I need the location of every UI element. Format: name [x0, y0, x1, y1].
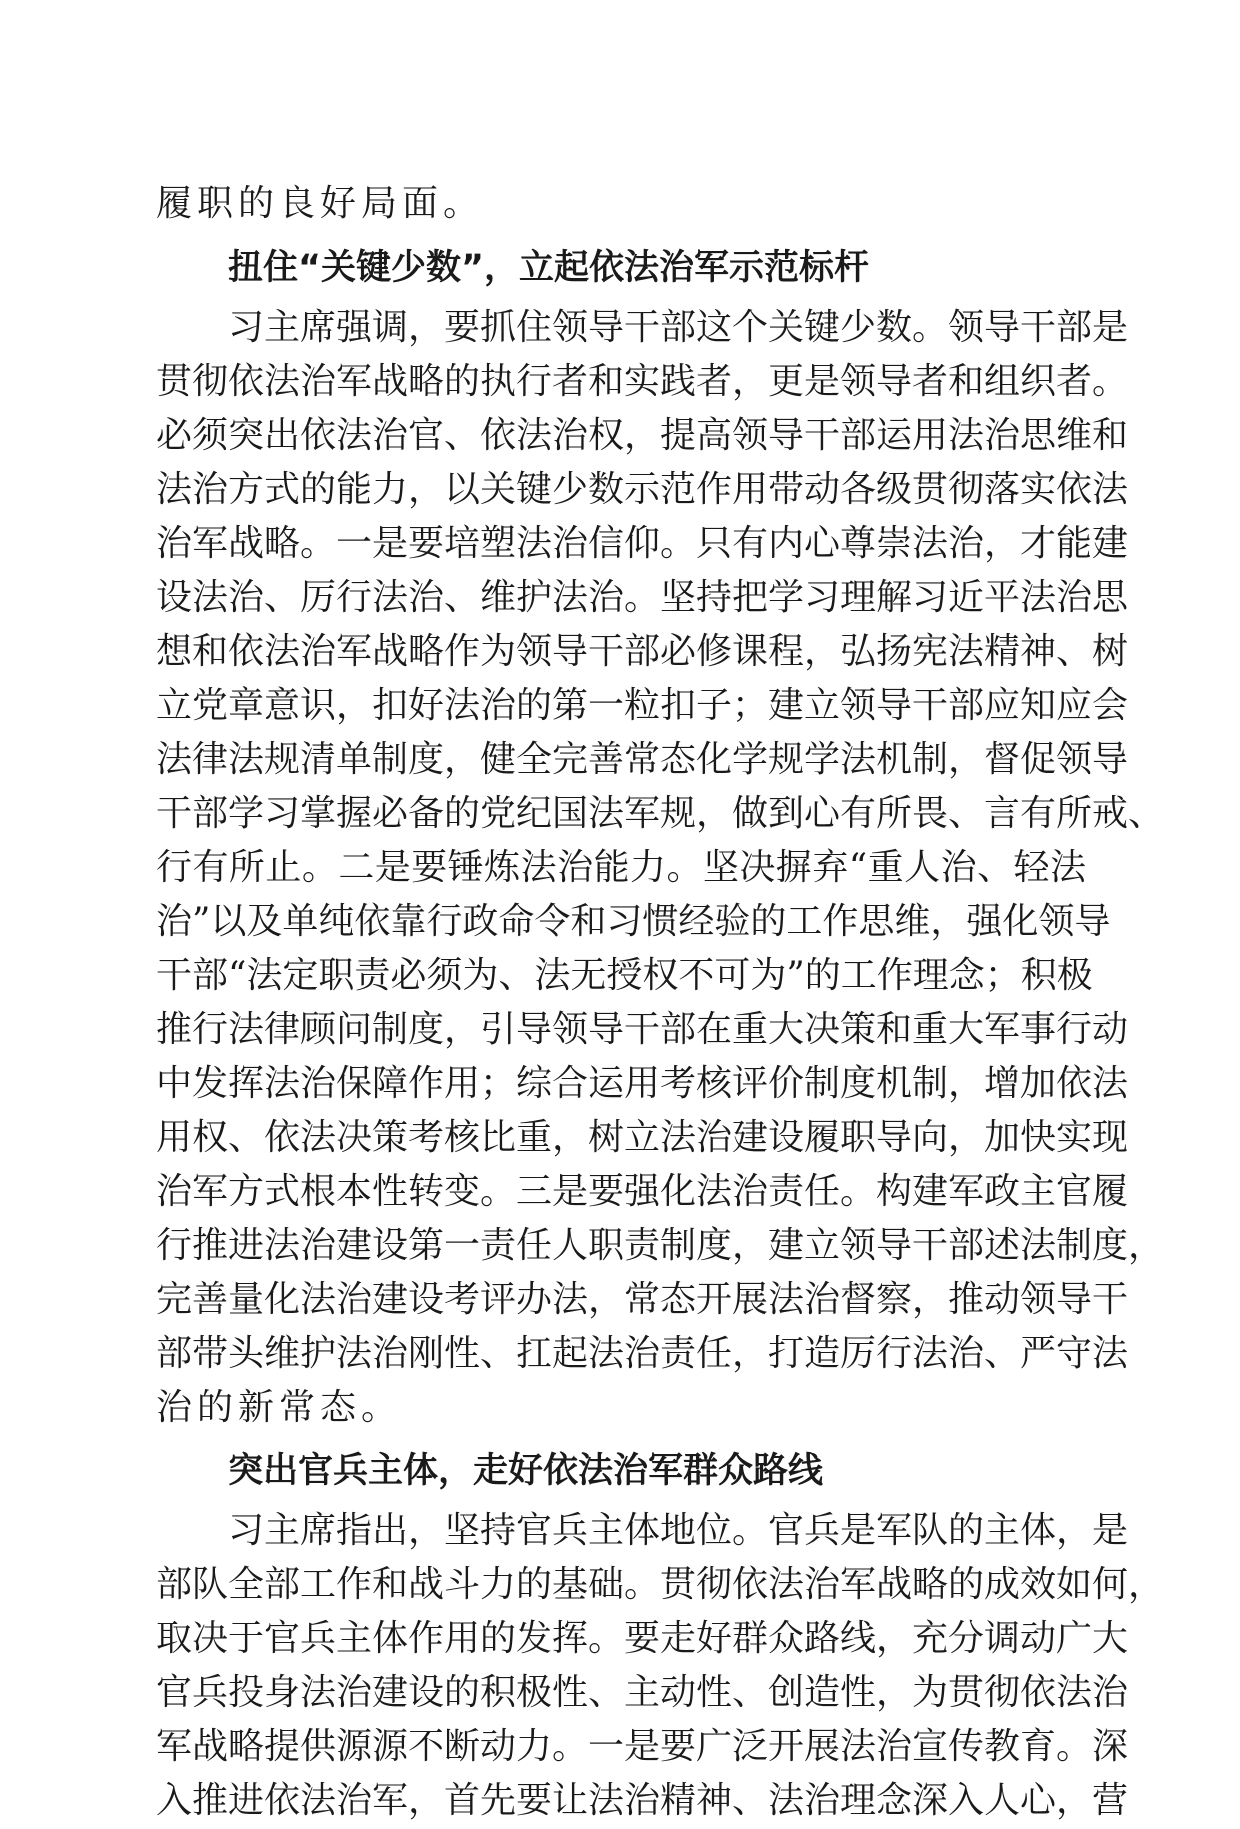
paragraph-line: 治军方式根本性转变。三是要强化法治责任。构建军政主官履 — [156, 1171, 1129, 1212]
paragraph-line: 部带头维护法治刚性、扛起法治责任，打造厉行法治、严守法 — [156, 1333, 1129, 1374]
paragraph-line: 法治方式的能力，以关键少数示范作用带动各级贯彻落实依法 — [156, 469, 1129, 510]
paragraph-line: 完善量化法治建设考评办法，常态开展法治督察，推动领导干 — [156, 1279, 1129, 1320]
paragraph-line: 部队全部工作和战斗力的基础。贯彻依法治军战略的成效如何， — [156, 1564, 1165, 1605]
paragraph-line: 设法治、厉行法治、维护法治。坚持把学习理解习近平法治思 — [156, 577, 1129, 618]
paragraph-line: 习主席强调，要抓住领导干部这个关键少数。领导干部是 — [228, 307, 1129, 348]
paragraph-line: 官兵投身法治建设的积极性、主动性、创造性，为贯彻依法治 — [156, 1672, 1129, 1713]
paragraph-line: 中发挥法治保障作用；综合运用考核评价制度机制，增加依法 — [156, 1063, 1129, 1104]
paragraph-line: 贯彻依法治军战略的执行者和实践者，更是领导者和组织者。 — [156, 361, 1129, 402]
paragraph-line: 干部“法定职责必须为、法无授权不可为”的工作理念；积极 — [156, 955, 1093, 996]
paragraph-line: 推行法律顾问制度，引导领导干部在重大决策和重大军事行动 — [156, 1009, 1129, 1050]
paragraph-line: 立党章意识，扣好法治的第一粒扣子；建立领导干部应知应会 — [156, 685, 1129, 726]
paragraph-line: 治”以及单纯依靠行政命令和习惯经验的工作思维，强化领导 — [156, 901, 1111, 942]
paragraph-line: 必须突出依法治官、依法治权，提高领导干部运用法治思维和 — [156, 415, 1129, 456]
paragraph-line: 想和依法治军战略作为领导干部必修课程，弘扬宪法精神、树 — [156, 631, 1129, 672]
paragraph-line: 干部学习掌握必备的党纪国法军规，做到心有所畏、言有所戒、 — [156, 793, 1165, 834]
paragraph-line: 军战略提供源源不断动力。一是要广泛开展法治宣传教育。深 — [156, 1726, 1129, 1767]
paragraph-line: 治的新常态。 — [156, 1387, 403, 1428]
paragraph-line: 取决于官兵主体作用的发挥。要走好群众路线，充分调动广大 — [156, 1618, 1129, 1659]
section-heading: 扭住“关键少数”，立起依法治军示范标杆 — [228, 248, 870, 288]
paragraph-line: 行推进法治建设第一责任人职责制度，建立领导干部述法制度， — [156, 1225, 1165, 1266]
paragraph-line: 法律法规清单制度，健全完善常态化学规学法机制，督促领导 — [156, 739, 1129, 780]
paragraph-line: 入推进依法治军，首先要让法治精神、法治理念深入人心，营 — [156, 1780, 1129, 1821]
paragraph-line: 治军战略。一是要培塑法治信仰。只有内心尊崇法治，才能建 — [156, 523, 1129, 564]
paragraph-line: 用权、依法决策考核比重，树立法治建设履职导向，加快实现 — [156, 1117, 1129, 1158]
paragraph-line: 行有所止。二是要锤炼法治能力。坚决摒弃“重人治、轻法 — [156, 847, 1086, 888]
paragraph-line: 履职的良好局面。 — [156, 183, 485, 224]
section-heading: 突出官兵主体，走好依法治军群众路线 — [228, 1451, 824, 1491]
paragraph-line: 习主席指出，坚持官兵主体地位。官兵是军队的主体，是 — [228, 1510, 1129, 1551]
